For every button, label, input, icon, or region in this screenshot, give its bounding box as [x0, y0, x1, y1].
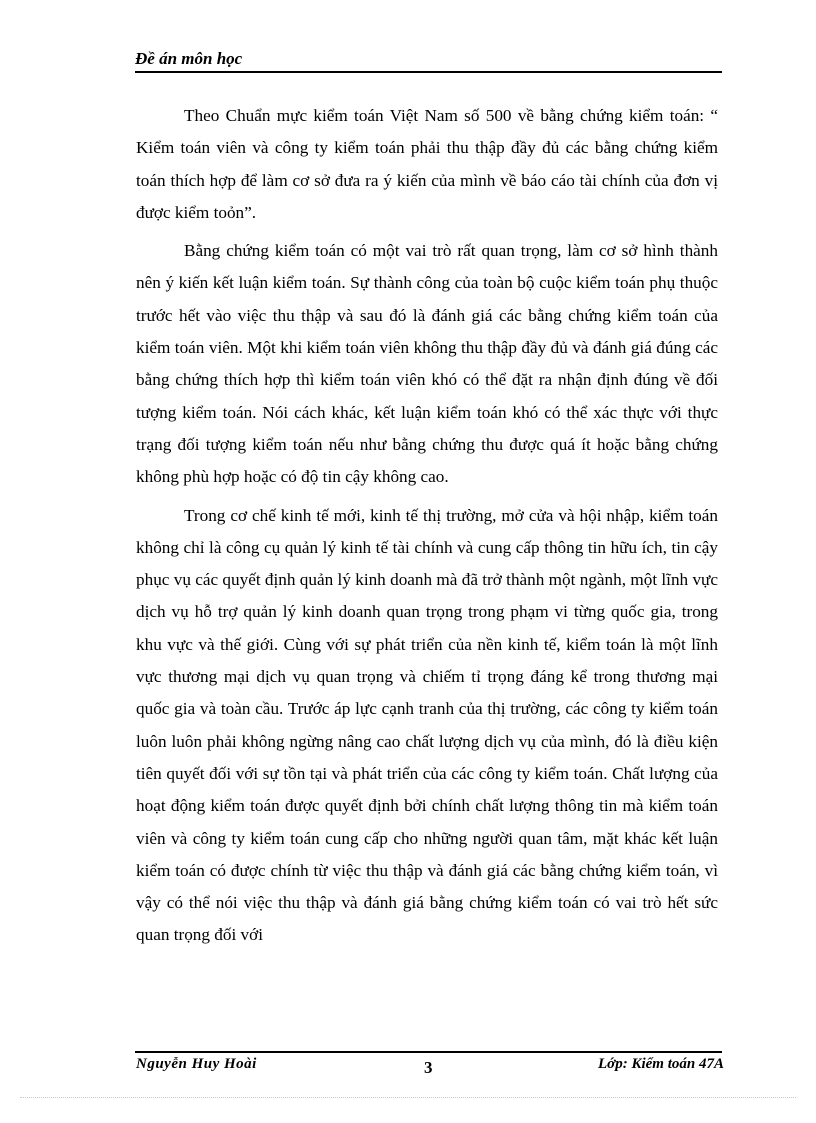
page-header-title: Đề án môn học [135, 49, 243, 68]
footer-author: Nguyễn Huy Hoài [136, 1056, 257, 1072]
footer-rule [135, 1051, 722, 1053]
footer-class-label: Lớp: Kiểm toán 47A [598, 1056, 724, 1072]
paragraph-3: Trong cơ chế kinh tế mới, kinh tế thị trường, mở cửa và hội nhập, kiểm toán không chỉ là công cụ quản lý kinh tế tài chính và cung cấp thông tin hữu ích, tin cậy phục vụ các quyết định quản lý kinh doanh mà đã trở thành một ngành, một lĩnh vực dịch vụ hỗ trợ quản lý kinh doanh quan trọng trong phạm vi từng quốc gia, trong khu vực và thế giới. Cùng với sự phát triển của nền kinh tế, kiểm toán là một lĩnh vực thương mại dịch vụ quan trọng và chiếm tỉ trọng đáng kể trong thương mại quốc gia và toàn cầu. Trước áp lực cạnh tranh của thị trường, các công ty kiểm toán luôn luôn phải không ngừng nâng cao chất lượng dịch vụ của mình, đó là điều kiện tiên quyết đối với sự tồn tại và phát triển của các công ty kiểm toán. Chất lượng của hoạt động kiểm toán được quyết định bởi chính chất lượng thông tin mà kiểm toán viên và công ty kiểm toán cung cấp cho những người quan tâm, mặt khác kết luận kiểm toán có được chính từ việc thu thập và đánh giá các bằng chứng kiểm toán, vì vậy có thể nói việc thu thập và đánh giá bằng chứng kiểm toán có vai trò hết sức quan trọng đối với [136, 505, 718, 945]
paragraph-1: Theo Chuẩn mực kiểm toán Việt Nam số 500 về bằng chứng kiểm toán: “ Kiểm toán viên và công ty kiểm toán phải thu thập đầy đủ các bằng chứng kiểm toán thích hợp để làm cơ sở đưa ra ý kiến của mình về báo cáo tài chính của đơn vị được kiểm toỏn”. [136, 106, 718, 222]
header-rule [135, 71, 722, 73]
paragraph-2: Bằng chứng kiểm toán có một vai trò rất quan trọng, làm cơ sở hình thành nên ý kiến kết luận kiểm toán. Sự thành công của toàn bộ cuộc kiểm toán phụ thuộc trước hết vào việc thu thập và sau đó là đánh giá các bằng chứng kiểm toán của kiểm toán viên. Một khi kiểm toán viên không thu thập đầy đủ và đánh giá đúng các bằng chứng thích hợp thì kiểm toán viên khó có thể đặt ra nhận định đúng về đối tượng kiểm toán. Nói cách khác, kết luận kiểm toán khó có thể xác thực với thực trạng đối tượng kiểm toán nếu như bằng chứng thu được quá ít hoặc bằng chứng không phù hợp hoặc có độ tin cậy không cao. [136, 241, 718, 487]
page-number: 3 [424, 1058, 433, 1077]
page-edge-divider [20, 1097, 796, 1098]
document-body [136, 100, 718, 958]
